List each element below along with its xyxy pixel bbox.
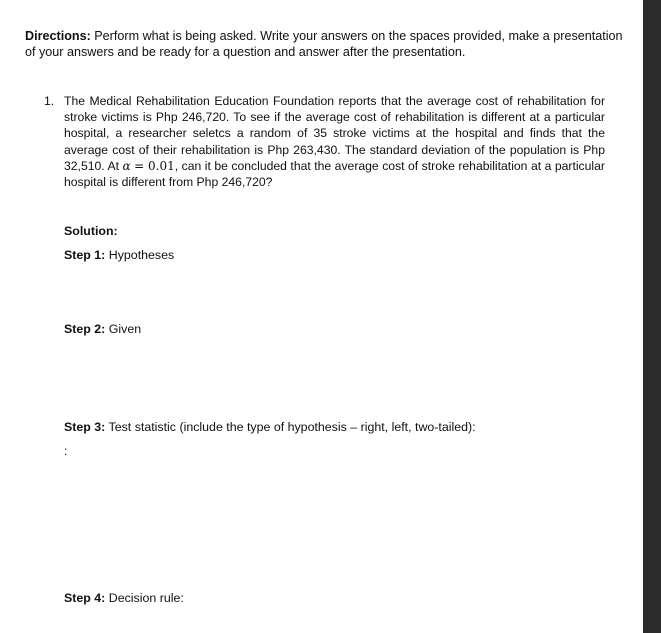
directions-text: Perform what is being asked. Write your answers on the spaces provided, make a presentation of your answers and be ready for a question and answer after the presentation. — [25, 29, 623, 59]
step-2 — [64, 321, 141, 337]
step-1-label: Step 1: — [64, 248, 106, 262]
question-text-part2: , can it be concluded that the average cost of stroke rehabilitation at a particular hospital is different from Php 246,720? — [64, 158, 605, 190]
step-3 — [64, 419, 476, 435]
step-2-text: Given — [108, 322, 142, 336]
solution-heading — [64, 223, 118, 239]
question-item — [44, 93, 605, 190]
step-4-label: Step 4: — [64, 591, 106, 605]
directions-label: Directions: — [25, 29, 91, 43]
solution-label: Solution: — [64, 224, 118, 238]
alpha-value: = 0.01 — [134, 158, 175, 173]
step-1-text: Hypotheses — [108, 248, 175, 262]
step-4 — [64, 590, 184, 606]
directions-paragraph — [25, 28, 625, 60]
step-3-label: Step 3: — [64, 420, 106, 434]
question-number: 1. — [44, 94, 55, 108]
right-edge-bar — [643, 0, 661, 633]
step-2-label: Step 2: — [64, 322, 106, 336]
question-text — [64, 93, 605, 190]
step-1 — [64, 247, 174, 263]
step-3-text: Test statistic (include the type of hypothesis – right, left, two-tailed): — [108, 420, 476, 434]
step-4-text: Decision rule: — [108, 591, 184, 605]
alpha-symbol: α — [122, 158, 131, 173]
question-text-part1: The Medical Rehabilitation Education Foundation reports that the average cost of rehabilitation for stroke victims is Php 246,720. To see if the average cost of rehabilitation is different at a particular hospital, a researcher seletcs a random of 35 stroke victims at the hospital and finds that the average cost of their rehabilitation is Php 263,430. The standard deviation of the population is Php 32,510. At — [64, 94, 605, 173]
step-3-answer-mark: : — [64, 444, 68, 458]
